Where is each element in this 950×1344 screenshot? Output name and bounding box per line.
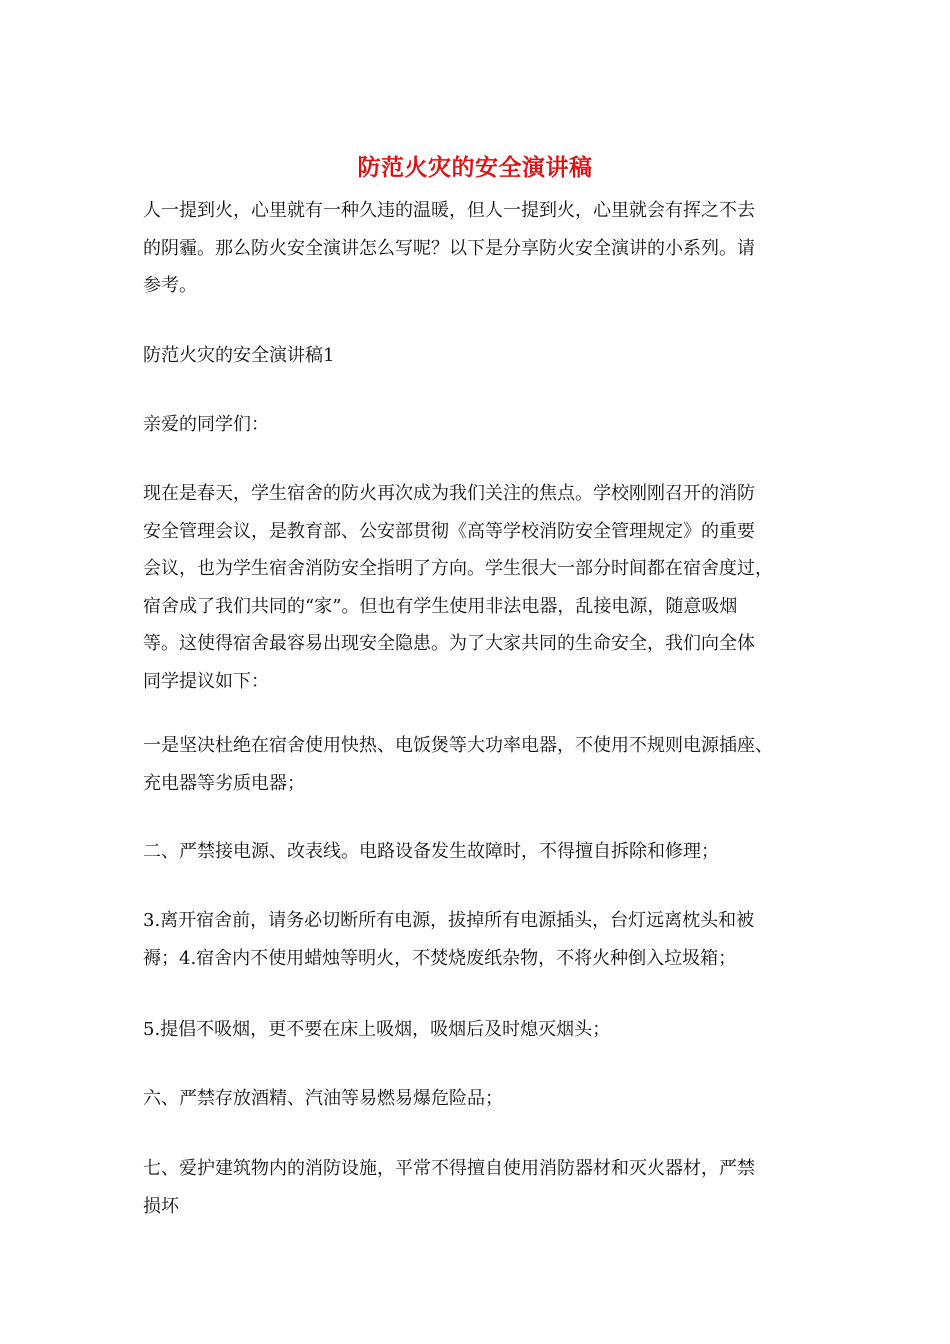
- text-line: 会议，也为学生宿舍消防安全指明了方向。学生很大一部分时间都在宿舍度过，: [143, 558, 773, 579]
- section-heading: [143, 337, 813, 375]
- text-line: 亲爱的同学们：: [143, 414, 269, 435]
- text-line: 防范火灾的安全演讲稿1: [143, 345, 335, 366]
- text-line: 宿舍成了我们共同的“家”。但也有学生使用非法电器，乱接电源，随意吸烟: [143, 595, 738, 617]
- text-line: 二、严禁接电源、改表线。电路设备发生故障时，不得擅自拆除和修理；: [143, 841, 719, 862]
- list-item-3-4: [143, 902, 813, 977]
- list-item-2: [143, 833, 813, 871]
- text-line: 的阴霾。那么防火安全演讲怎么写呢？以下是分享防火安全演讲的小系列。请: [143, 237, 755, 259]
- text-line: 七、爱护建筑物内的消防设施，平常不得擅自使用消防器材和灭火器材，严禁: [143, 1158, 755, 1179]
- text-line: 充电器等劣质电器；: [143, 772, 305, 794]
- intro-paragraph: [143, 192, 813, 305]
- text-line: 一是坚决杜绝在宿舍使用快热、电饭煲等大功率电器，不使用不规则电源插座、: [143, 735, 773, 756]
- text-line: 损坏: [143, 1195, 179, 1217]
- text-line: 3.离开宿舍前，请务必切断所有电源，拔掉所有电源插头，台灯远离枕头和被: [143, 910, 755, 931]
- text-line: 褥；4.宿舍内不使用蜡烛等明火，不焚烧废纸杂物，不将火种倒入垃圾箱；: [143, 947, 737, 969]
- list-item-5: [143, 1011, 813, 1049]
- salutation: [143, 406, 813, 444]
- list-item-6: [143, 1080, 813, 1118]
- text-line: 5.提倡不吸烟，更不要在床上吸烟，吸烟后及时熄灭烟头；: [143, 1019, 611, 1040]
- text-line: 参考。: [143, 275, 197, 296]
- document-title: 防范火灾的安全演讲稿: [357, 154, 593, 181]
- list-item-7: [143, 1150, 813, 1225]
- text-line: 安全管理会议，是教育部、公安部贯彻《高等学校消防安全管理规定》的重要: [143, 520, 755, 542]
- text-line: 等。这使得宿舍最容易出现安全隐患。为了大家共同的生命安全，我们向全体: [143, 633, 755, 654]
- list-item-1: [143, 727, 813, 802]
- text-line: 现在是春天，学生宿舍的防火再次成为我们关注的焦点。学校刚刚召开的消防: [143, 483, 755, 504]
- text-line: 同学提议如下：: [143, 670, 269, 692]
- body-paragraph: [143, 475, 813, 700]
- text-line: 六、严禁存放酒精、汽油等易燃易爆危险品；: [143, 1088, 503, 1109]
- text-line: 人一提到火，心里就有一种久违的温暖，但人一提到火，心里就会有挥之不去: [143, 200, 755, 221]
